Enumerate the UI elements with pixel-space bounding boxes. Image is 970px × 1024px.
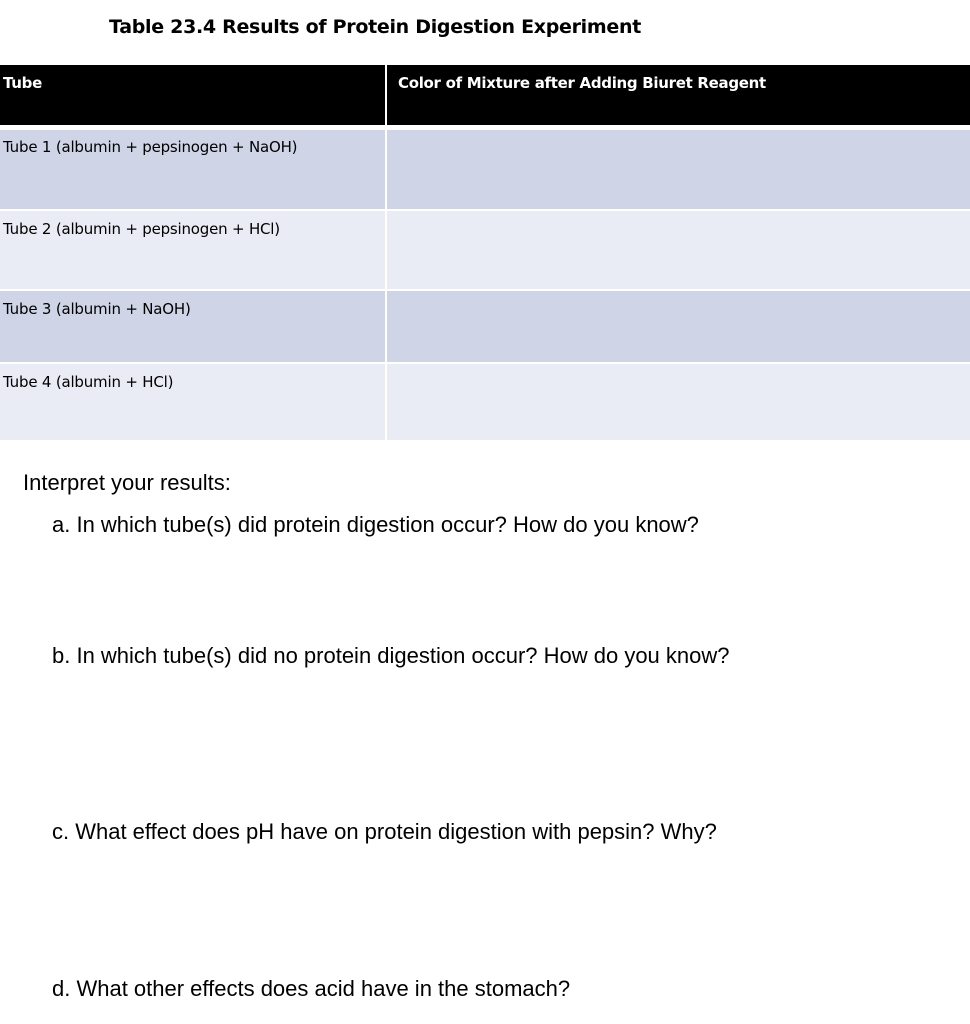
color-answer-cell[interactable] xyxy=(386,290,970,363)
tube-cell: Tube 1 (albumin + pepsinogen + NaOH) xyxy=(0,127,386,210)
interpret-heading: Interpret your results: xyxy=(23,470,231,495)
question-b: b. In which tube(s) did no protein digestion occur? How do you know? xyxy=(52,643,730,668)
tube-cell: Tube 3 (albumin + NaOH) xyxy=(0,290,386,363)
question-a: a. In which tube(s) did protein digestion occur? How do you know? xyxy=(52,512,699,537)
table-header-row xyxy=(0,65,970,127)
table-row xyxy=(0,290,970,363)
header-tube: Tube xyxy=(0,65,386,127)
table-title: Table 23.4 Results of Protein Digestion Experiment xyxy=(109,16,641,38)
tube-cell: Tube 4 (albumin + HCl) xyxy=(0,363,386,440)
results-table xyxy=(0,65,970,440)
question-d: d. What other effects does acid have in the stomach? xyxy=(52,976,571,1001)
header-color: Color of Mixture after Adding Biuret Reagent xyxy=(386,65,970,127)
table-row xyxy=(0,127,970,210)
color-answer-cell[interactable] xyxy=(386,127,970,210)
table-row xyxy=(0,210,970,290)
tube-cell: Tube 2 (albumin + pepsinogen + HCl) xyxy=(0,210,386,290)
table-row xyxy=(0,363,970,440)
color-answer-cell[interactable] xyxy=(386,210,970,290)
color-answer-cell[interactable] xyxy=(386,363,970,440)
question-c: c. What effect does pH have on protein digestion with pepsin? Why? xyxy=(52,819,717,844)
